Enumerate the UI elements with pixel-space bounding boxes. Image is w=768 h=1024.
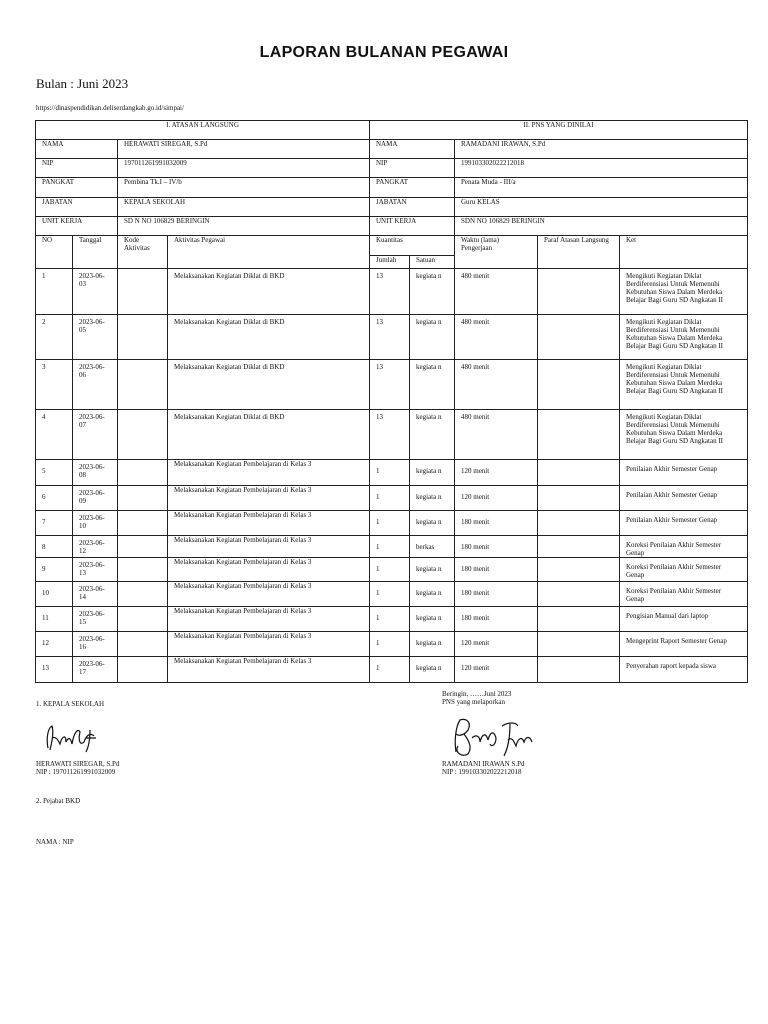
- row-paraf: [538, 511, 620, 536]
- atasan-label: NIP: [36, 159, 118, 178]
- row-satuan: kegiata n: [410, 558, 455, 582]
- table-row: [36, 536, 748, 558]
- row-jumlah: 1: [370, 607, 410, 632]
- table-row: [36, 657, 748, 683]
- table-row: [36, 315, 748, 360]
- row-jumlah: 13: [370, 269, 410, 315]
- info-row: [36, 198, 748, 217]
- row-ket: Penilaian Akhir Semester Genap: [620, 460, 748, 486]
- row-aktivitas: Melaksanakan Kegiatan Pembelajaran di Kelas 3: [168, 607, 370, 632]
- row-no: 6: [36, 486, 73, 511]
- row-kode: [118, 511, 168, 536]
- row-aktivitas: Melaksanakan Kegiatan Pembelajaran di Kelas 3: [168, 511, 370, 536]
- row-paraf: [538, 486, 620, 511]
- info-row: [36, 178, 748, 198]
- row-ket: Mengikuti Kegiatan Diklat Berdiferensiasi Untuk Memenuhi Kebutuhan Siswa Dalam Merdeka Belajar Bagi Guru SD Angkatan II: [620, 269, 748, 315]
- row-jumlah: 1: [370, 582, 410, 607]
- row-jumlah: 13: [370, 360, 410, 410]
- atasan-label: UNIT KERJA: [36, 217, 118, 236]
- row-jumlah: 1: [370, 460, 410, 486]
- row-jumlah: 13: [370, 315, 410, 360]
- nama-nip-label: NAMA : NIP: [36, 838, 74, 846]
- row-tanggal: 2023-06-07: [73, 410, 118, 460]
- row-ket: Koreksi Penilaian Akhir Semester Genap: [620, 582, 748, 607]
- row-kode: [118, 582, 168, 607]
- pns-label: JABATAN: [370, 198, 455, 217]
- row-aktivitas: Melaksanakan Kegiatan Pembelajaran di Kelas 3: [168, 657, 370, 683]
- pns-identity: [442, 760, 524, 776]
- table-row: [36, 582, 748, 607]
- row-aktivitas: Melaksanakan Kegiatan Pembelajaran di Kelas 3: [168, 582, 370, 607]
- info-row: [36, 159, 748, 178]
- row-kode: [118, 269, 168, 315]
- row-satuan: kegiata n: [410, 511, 455, 536]
- info-row: [36, 217, 748, 236]
- table-row: [36, 558, 748, 582]
- row-jumlah: 1: [370, 536, 410, 558]
- row-tanggal: 2023-06-15: [73, 607, 118, 632]
- col-paraf: Paraf Atasan Langsung: [538, 236, 620, 269]
- column-header-row: [36, 236, 748, 256]
- row-kode: [118, 360, 168, 410]
- row-ket: Mengikuti Kegiatan Diklat Berdiferensiasi Untuk Memenuhi Kebutuhan Siswa Dalam Merdeka Belajar Bagi Guru SD Angkatan II: [620, 315, 748, 360]
- row-waktu: 180 menit: [455, 558, 538, 582]
- col-tanggal: Tanggal: [73, 236, 118, 269]
- row-satuan: kegiata n: [410, 657, 455, 683]
- row-no: 11: [36, 607, 73, 632]
- report-title: LAPORAN BULANAN PEGAWAI: [259, 44, 509, 61]
- pns-label: NIP: [370, 159, 455, 178]
- row-aktivitas: Melaksanakan Kegiatan Pembelajaran di Kelas 3: [168, 632, 370, 657]
- row-waktu: 120 menit: [455, 486, 538, 511]
- row-kode: [118, 486, 168, 511]
- atasan-value: 197011261991032009: [118, 159, 370, 178]
- table-row: [36, 360, 748, 410]
- row-ket: Penilaian Akhir Semester Genap: [620, 511, 748, 536]
- pns-nip: NIP : 199103302022212018: [442, 768, 522, 776]
- row-tanggal: 2023-06-08: [73, 460, 118, 486]
- table-row: [36, 410, 748, 460]
- row-aktivitas: Melaksanakan Kegiatan Diklat di BKD: [168, 269, 370, 315]
- pns-value: 199103302022212018: [455, 159, 748, 178]
- row-satuan: kegiata n: [410, 632, 455, 657]
- row-waktu: 480 menit: [455, 315, 538, 360]
- row-waktu: 480 menit: [455, 410, 538, 460]
- row-paraf: [538, 607, 620, 632]
- table-row: [36, 486, 748, 511]
- report-month: Bulan : Juni 2023: [36, 76, 129, 91]
- row-satuan: kegiata n: [410, 269, 455, 315]
- info-row: [36, 140, 748, 159]
- row-paraf: [538, 460, 620, 486]
- report-table: [35, 120, 748, 683]
- col-aktivitas: Aktivitas Pegawai: [168, 236, 370, 269]
- row-paraf: [538, 269, 620, 315]
- row-waktu: 180 menit: [455, 582, 538, 607]
- kepala-sekolah-nip: NIP : 197011261991032009: [36, 768, 116, 776]
- row-jumlah: 1: [370, 558, 410, 582]
- pns-signature: [446, 712, 556, 762]
- table-row: [36, 632, 748, 657]
- row-ket: Penyerahan raport kepada siswa: [620, 657, 748, 683]
- row-aktivitas: Melaksanakan Kegiatan Pembelajaran di Kelas 3: [168, 460, 370, 486]
- atasan-value: KEPALA SEKOLAH: [118, 198, 370, 217]
- row-no: 4: [36, 410, 73, 460]
- pns-title: PNS yang melaporkan: [442, 698, 505, 706]
- row-kode: [118, 657, 168, 683]
- row-kode: [118, 410, 168, 460]
- row-no: 1: [36, 269, 73, 315]
- row-waktu: 180 menit: [455, 511, 538, 536]
- row-paraf: [538, 657, 620, 683]
- atasan-value: Pembina Tk.I – IV/b: [118, 178, 370, 198]
- pejabat-bkd: 2. Pejabat BKD: [36, 797, 81, 805]
- row-waktu: 120 menit: [455, 632, 538, 657]
- row-aktivitas: Melaksanakan Kegiatan Diklat di BKD: [168, 315, 370, 360]
- source-url: https://dinaspendidikan.deliserdangkab.go.id/simpai/: [36, 104, 184, 112]
- row-paraf: [538, 360, 620, 410]
- pns-label: UNIT KERJA: [370, 217, 455, 236]
- row-ket: Mengeprint Raport Semester Genap: [620, 632, 748, 657]
- kepala-sekolah-title: 1. KEPALA SEKOLAH: [36, 700, 104, 708]
- row-waktu: 480 menit: [455, 269, 538, 315]
- row-kode: [118, 315, 168, 360]
- col-kuantitas: Kuantitas: [370, 236, 455, 256]
- row-ket: Koreksi Penilaian Akhir Semester Genap: [620, 558, 748, 582]
- row-waktu: 120 menit: [455, 657, 538, 683]
- row-satuan: kegiata n: [410, 410, 455, 460]
- row-ket: Penilaian Akhir Semester Genap: [620, 486, 748, 511]
- kepala-sekolah-signature: [40, 718, 120, 758]
- row-ket: Pengisian Manual dari laptop: [620, 607, 748, 632]
- table-row: [36, 269, 748, 315]
- row-waktu: 480 menit: [455, 360, 538, 410]
- row-jumlah: 1: [370, 511, 410, 536]
- kepala-sekolah-name: HERAWATI SIREGAR, S.Pd: [36, 760, 120, 768]
- row-tanggal: 2023-06-03: [73, 269, 118, 315]
- row-satuan: kegiata n: [410, 315, 455, 360]
- row-ket: Koreksi Penilaian Akhir Semester Genap: [620, 536, 748, 558]
- row-kode: [118, 536, 168, 558]
- row-no: 12: [36, 632, 73, 657]
- pns-label: PANGKAT: [370, 178, 455, 198]
- table-row: [36, 511, 748, 536]
- row-kode: [118, 460, 168, 486]
- atasan-label: PANGKAT: [36, 178, 118, 198]
- row-aktivitas: Melaksanakan Kegiatan Pembelajaran di Kelas 3: [168, 558, 370, 582]
- row-no: 5: [36, 460, 73, 486]
- row-waktu: 180 menit: [455, 607, 538, 632]
- row-paraf: [538, 410, 620, 460]
- row-no: 9: [36, 558, 73, 582]
- row-ket: Mengikuti Kegiatan Diklat Berdiferensiasi Untuk Memenuhi Kebutuhan Siswa Dalam Merdeka Belajar Bagi Guru SD Angkatan II: [620, 410, 748, 460]
- col-kode: Kode Aktivitas: [118, 236, 168, 269]
- row-tanggal: 2023-06-10: [73, 511, 118, 536]
- atasan-header: I. ATASAN LANGSUNG: [36, 121, 370, 140]
- col-satuan: Satuan: [410, 256, 455, 269]
- atasan-label: NAMA: [36, 140, 118, 159]
- row-no: 2: [36, 315, 73, 360]
- atasan-label: JABATAN: [36, 198, 118, 217]
- row-jumlah: 1: [370, 632, 410, 657]
- row-satuan: kegiata n: [410, 486, 455, 511]
- row-satuan: berkas: [410, 536, 455, 558]
- row-paraf: [538, 632, 620, 657]
- pns-value: Penata Muda - III/a: [455, 178, 748, 198]
- row-kode: [118, 558, 168, 582]
- pns-value: RAMADANI IRAWAN, S.Pd: [455, 140, 748, 159]
- row-satuan: kegiata n: [410, 460, 455, 486]
- row-waktu: 180 menit: [455, 536, 538, 558]
- row-jumlah: 1: [370, 486, 410, 511]
- row-waktu: 120 menit: [455, 460, 538, 486]
- row-tanggal: 2023-06-16: [73, 632, 118, 657]
- row-tanggal: 2023-06-12: [73, 536, 118, 558]
- col-ket: Ket: [620, 236, 748, 269]
- pns-value: SDN NO 106829 BERINGIN: [455, 217, 748, 236]
- row-tanggal: 2023-06-06: [73, 360, 118, 410]
- row-paraf: [538, 536, 620, 558]
- row-kode: [118, 632, 168, 657]
- row-aktivitas: Melaksanakan Kegiatan Diklat di BKD: [168, 360, 370, 410]
- row-paraf: [538, 558, 620, 582]
- atasan-value: SD N NO 106829 BERINGIN: [118, 217, 370, 236]
- row-paraf: [538, 315, 620, 360]
- col-jumlah: Jumlah: [370, 256, 410, 269]
- row-no: 13: [36, 657, 73, 683]
- row-kode: [118, 607, 168, 632]
- row-tanggal: 2023-06-14: [73, 582, 118, 607]
- kepala-sekolah-identity: [36, 760, 119, 776]
- place-date: Beringin, ……Juni 2023: [442, 690, 512, 698]
- pns-label: NAMA: [370, 140, 455, 159]
- table-row: [36, 607, 748, 632]
- row-no: 8: [36, 536, 73, 558]
- row-satuan: kegiata n: [410, 607, 455, 632]
- row-satuan: kegiata n: [410, 360, 455, 410]
- col-no: NO: [36, 236, 73, 269]
- row-tanggal: 2023-06-05: [73, 315, 118, 360]
- pns-header: II. PNS YANG DINILAI: [370, 121, 748, 140]
- row-tanggal: 2023-06-17: [73, 657, 118, 683]
- row-aktivitas: Melaksanakan Kegiatan Diklat di BKD: [168, 410, 370, 460]
- row-paraf: [538, 582, 620, 607]
- pns-block: [442, 690, 511, 706]
- col-waktu: Waktu (lama) Pengerjaan: [455, 236, 538, 269]
- row-no: 10: [36, 582, 73, 607]
- row-ket: Mengikuti Kegiatan Diklat Berdiferensiasi Untuk Memenuhi Kebutuhan Siswa Dalam Merdeka Belajar Bagi Guru SD Angkatan II: [620, 360, 748, 410]
- pns-name: RAMADANI IRAWAN S.Pd: [442, 760, 525, 768]
- row-jumlah: 13: [370, 410, 410, 460]
- row-satuan: kegiata n: [410, 582, 455, 607]
- table-row: [36, 460, 748, 486]
- row-no: 3: [36, 360, 73, 410]
- row-aktivitas: Melaksanakan Kegiatan Pembelajaran di Kelas 3: [168, 536, 370, 558]
- kepala-sekolah-block: [36, 700, 104, 708]
- pns-value: Guru KELAS: [455, 198, 748, 217]
- row-aktivitas: Melaksanakan Kegiatan Pembelajaran di Kelas 3: [168, 486, 370, 511]
- row-tanggal: 2023-06-09: [73, 486, 118, 511]
- atasan-value: HERAWATI SIREGAR, S.Pd: [118, 140, 370, 159]
- row-jumlah: 1: [370, 657, 410, 683]
- row-tanggal: 2023-06-13: [73, 558, 118, 582]
- row-no: 7: [36, 511, 73, 536]
- section-header-row: [36, 121, 748, 140]
